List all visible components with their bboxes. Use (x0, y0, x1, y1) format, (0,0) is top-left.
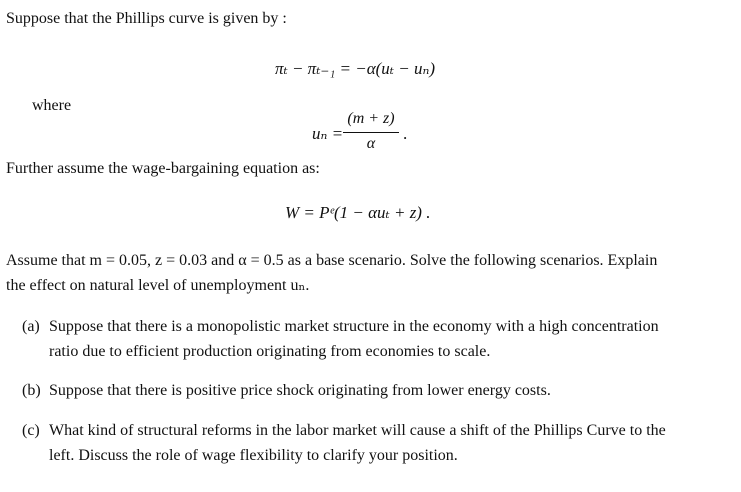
item-c-line-2: left. Discuss the role of wage flexibility to clarify your position. (49, 447, 458, 464)
fraction-numerator: (m + z) (347, 110, 395, 127)
item-a-line-2: ratio due to efficient production originating from economies to scale. (49, 343, 491, 360)
fraction-bar (343, 132, 399, 133)
assume-line-2: the effect on natural level of unemployment uₙ. (6, 277, 310, 294)
item-a-label: (a) (22, 318, 40, 335)
item-a-line-1: Suppose that there is a monopolistic market structure in the economy with a high concentration (49, 318, 659, 335)
item-b-line-1: Suppose that there is positive price shock originating from lower energy costs. (49, 382, 551, 399)
phillips-curve-equation: πₜ − πₜ₋₁ = −α(uₜ − uₙ) (275, 59, 436, 78)
natural-unemployment-lhs: uₙ = (312, 124, 344, 143)
intro-text: Suppose that the Phillips curve is given by : (6, 10, 287, 27)
item-b-label: (b) (22, 382, 41, 399)
item-c-label: (c) (22, 422, 40, 439)
natural-unemployment-fraction (341, 110, 401, 158)
assume-line-1: Assume that m = 0.05, z = 0.03 and α = 0.5 as a base scenario. Solve the following scenarios. Explain (6, 252, 658, 269)
item-c-line-1: What kind of structural reforms in the labor market will cause a shift of the Phillips Curve to the (49, 422, 666, 439)
further-text: Further assume the wage-bargaining equation as: (6, 160, 320, 177)
fraction-period: . (403, 124, 408, 143)
where-label: where (32, 97, 72, 114)
fraction-denominator: α (366, 135, 376, 152)
wage-bargaining-equation: W = Pᵉ(1 − αuₜ + z) . (285, 203, 431, 222)
